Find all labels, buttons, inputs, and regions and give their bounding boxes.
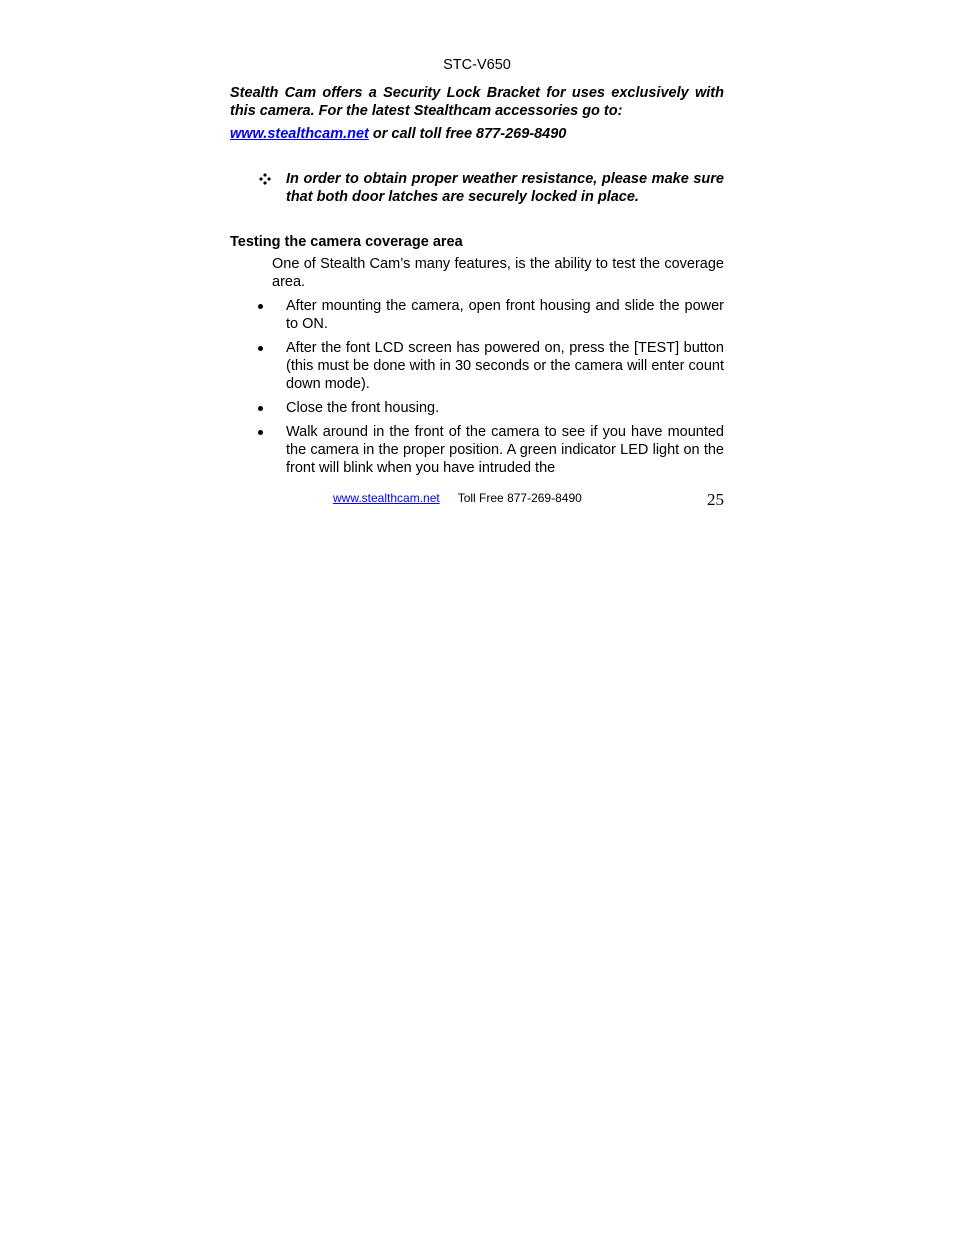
list-item-text: Close the front housing. [286,400,440,416]
bullet-dot-icon [258,346,263,351]
list-item-text: After the font LCD screen has powered on, press the [TEST] button (this must be done with in 30 seconds or the camera will enter count down mode). [286,340,724,392]
section-intro: One of Stealth Cam’s many features, is the ability to test the coverage area. [272,256,724,290]
intro-phone-text: or call toll free 877-269-8490 [368,126,567,142]
list-item-text: After mounting the camera, open front housing and slide the power to ON. [286,298,724,332]
list-item [258,399,724,417]
list-item [258,297,724,333]
bullet-dot-icon [258,406,263,411]
intro-paragraph: Stealth Cam offers a Security Lock Bracket for uses exclusively with this camera. For the latest Stealthcam accessories go to: [230,85,724,119]
stealthcam-website-link[interactable]: www.stealthcam.net [230,126,369,142]
page-number: 25 [707,490,724,509]
footer-website-link[interactable]: www.stealthcam.net [333,491,440,505]
list-item [258,339,724,393]
list-item-text: Walk around in the front of the camera to see if you have mounted the camera in the proper position. A green indicator LED light on the front will blink when you have intruded the [286,424,724,476]
list-item [258,423,724,477]
footer-phone-text: Toll Free 877-269-8490 [457,491,582,505]
section-heading: Testing the camera coverage area [230,234,463,250]
weather-resistance-note [258,170,724,206]
note-text: In order to obtain proper weather resistance, please make sure that both door latches are securely locked in place. [286,171,724,205]
bullet-dot-icon [258,304,263,309]
intro-contact-line [230,125,724,143]
page-footer [333,490,582,506]
bullet-dot-icon [258,430,263,435]
page-header-model: STC-V650 [443,57,511,73]
instruction-list [258,297,724,483]
four-diamond-bullet-icon [258,170,272,188]
